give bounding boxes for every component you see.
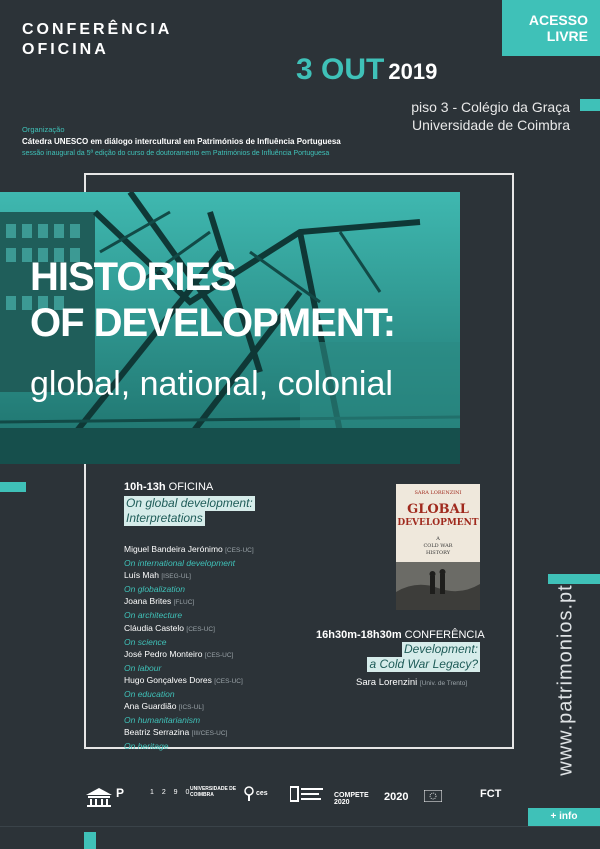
access-line2: LIVRE xyxy=(546,28,588,44)
speaker-name: Joana Brites xyxy=(124,596,172,607)
event-type-line1: CONFERÊNCIA xyxy=(22,21,173,38)
speaker-item xyxy=(124,543,254,557)
book-photo xyxy=(396,562,480,610)
cidehus-logo-icon xyxy=(290,786,324,804)
venue-line2: Universidade de Coimbra xyxy=(412,117,570,133)
ces-logo-icon xyxy=(244,786,254,804)
unesco-logo-icon xyxy=(84,786,114,810)
book-author: SARA LORENZINI xyxy=(414,490,462,496)
event-date xyxy=(296,53,437,87)
conferencia-time xyxy=(316,629,485,641)
speaker-topic: On heritage xyxy=(124,741,169,752)
website-url[interactable] xyxy=(546,580,586,780)
speaker-name: Hugo Gonçalves Dores xyxy=(124,674,212,685)
eu-flag-icon xyxy=(424,790,442,804)
oficina-time xyxy=(124,481,213,493)
date-day-month: 3 OUT xyxy=(296,53,385,86)
venue-accent-bar xyxy=(580,99,600,111)
speaker-topic: On globalization xyxy=(124,584,185,595)
venue xyxy=(411,98,570,134)
speaker-item xyxy=(124,726,254,740)
speaker-affiliation: [ICS-UL] xyxy=(178,704,204,712)
conferencia-speaker xyxy=(356,677,467,688)
event-type-line2: OFICINA xyxy=(22,41,109,58)
book-cover xyxy=(396,484,480,610)
book-sub1: A xyxy=(436,536,440,542)
speaker-item xyxy=(124,674,254,688)
speaker-topic: On architecture xyxy=(124,610,183,621)
footer-divider xyxy=(0,826,600,827)
speaker-topic: On international development xyxy=(124,558,236,569)
patrimonios-logo-icon: P xyxy=(116,786,125,800)
fct-logo: FCT xyxy=(480,788,502,800)
organization-note: sessão inaugural da 5ª edição do curso de doutoramento em Patrimónios de Influência Portuguesa xyxy=(22,150,330,157)
access-badge xyxy=(502,0,600,56)
speaker-affiliation: [CES-UC] xyxy=(214,677,243,685)
uc-logo: UNIVERSIDADE DE COIMBRA xyxy=(190,786,237,798)
compete-logo: COMPETE 2020 xyxy=(334,792,369,806)
portugal2020-logo: 2020 xyxy=(384,791,409,803)
speaker-affiliation: [CES-UC] xyxy=(186,625,215,633)
ces-logo-text: ces xyxy=(256,790,268,797)
oficina-title-line2: Interpretations xyxy=(126,511,203,525)
speaker-affiliation: [CES-UC] xyxy=(204,651,234,659)
speaker-affiliation: [CES-UC] xyxy=(225,547,254,554)
speaker-affiliation: [ISEG-UL] xyxy=(161,573,191,581)
speaker-topic: On science xyxy=(124,636,167,647)
conferencia-speaker-name: Sara Lorenzini xyxy=(356,677,418,688)
website-url-text[interactable]: www.patrimonios.pt xyxy=(554,584,577,776)
speaker-item xyxy=(124,648,254,662)
speaker-affiliation: [III/CES-UC] xyxy=(191,730,228,738)
speaker-list xyxy=(124,543,254,753)
speaker-affiliation: [FLUC] xyxy=(173,599,195,607)
speaker-name: José Pedro Monteiro xyxy=(124,648,203,659)
speaker-name: Beatriz Serrazina xyxy=(124,727,190,738)
book-sub3: HISTORY xyxy=(425,550,451,556)
speaker-topic: On education xyxy=(124,689,175,700)
main-title-line2: OF DEVELOPMENT: xyxy=(30,301,396,345)
speaker-name: Miguel Bandeira Jerónimo xyxy=(124,544,223,554)
conferencia-time-value: 16h30m-18h30m xyxy=(316,629,402,641)
oficina-title-line1: On global development: xyxy=(126,496,253,510)
conferencia-type: CONFERÊNCIA xyxy=(404,629,485,641)
venue-line1: piso 3 - Colégio da Graça xyxy=(411,99,570,115)
oficina-title xyxy=(124,496,255,526)
speaker-item xyxy=(124,700,254,714)
oficina-time-value: 10h-13h xyxy=(124,481,166,493)
event-type xyxy=(22,20,172,60)
speaker-name: Luís Mah xyxy=(124,570,159,581)
conferencia-title-line2: a Cold War Legacy? xyxy=(369,657,478,671)
conferencia-title-line1: Development: xyxy=(403,642,478,656)
speaker-name: Cláudia Castelo xyxy=(124,622,185,633)
main-title-line1: HISTORIES xyxy=(30,255,236,299)
speaker-topic: On humanitarianism xyxy=(124,715,201,726)
speaker-item xyxy=(124,595,254,609)
more-info-button[interactable]: + info xyxy=(528,808,600,826)
book-title1: GLOBAL xyxy=(407,502,469,517)
access-line1: ACESSO xyxy=(528,12,588,28)
speaker-name: Ana Guardião xyxy=(124,701,177,712)
book-title2: DEVELOPMENT xyxy=(397,518,479,528)
date-year: 2019 xyxy=(388,59,438,84)
speaker-topic: On labour xyxy=(124,662,162,673)
book-sub2: COLD WAR xyxy=(423,543,453,549)
organization-label: Organização xyxy=(22,125,65,134)
main-title xyxy=(30,254,395,346)
organization-name: Cátedra UNESCO em diálogo intercultural em Patrimónios de Influência Portuguesa xyxy=(22,137,341,146)
main-subtitle: global, national, colonial xyxy=(30,365,393,403)
oficina-type: OFICINA xyxy=(168,481,214,493)
conferencia-title xyxy=(356,642,480,672)
conferencia-speaker-affiliation: [Univ. de Trento] xyxy=(419,680,468,687)
organization-block xyxy=(22,124,341,160)
bottom-accent-bar xyxy=(84,832,96,849)
speaker-item xyxy=(124,622,254,636)
speaker-item xyxy=(124,569,254,583)
left-accent-bar xyxy=(0,482,26,492)
uc-year-mark: 1 2 9 0 xyxy=(150,789,193,796)
